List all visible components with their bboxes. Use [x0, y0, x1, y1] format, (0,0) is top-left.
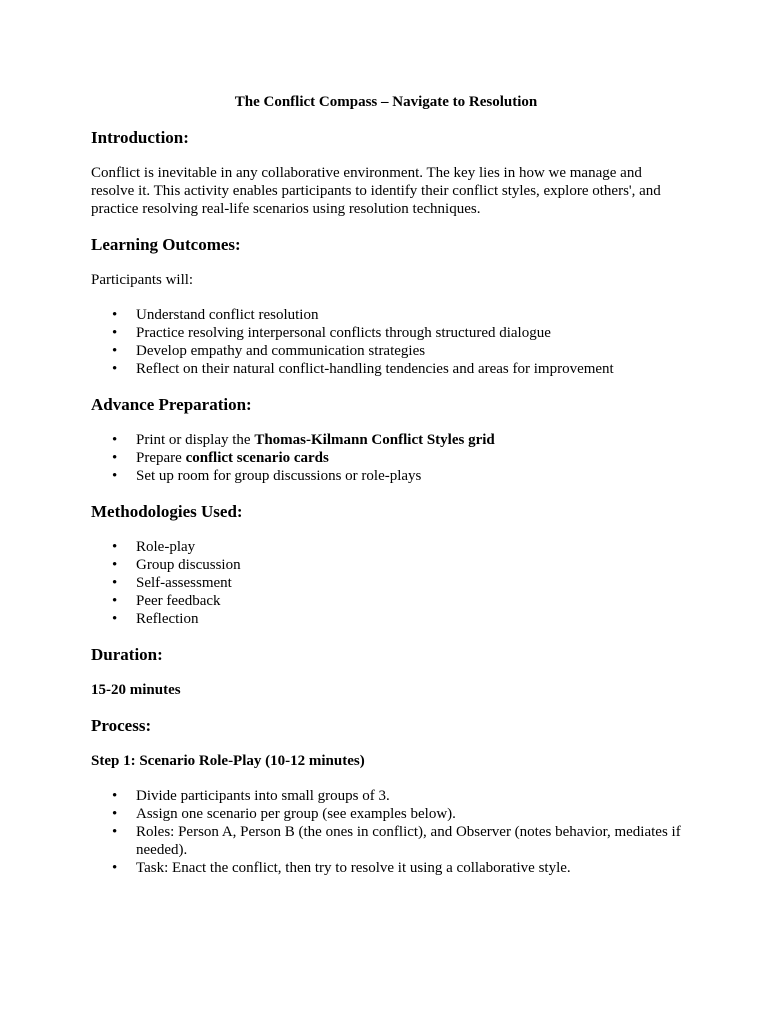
list-item — [91, 449, 681, 467]
advance-preparation-list — [91, 431, 681, 485]
process-heading: Process: — [91, 716, 152, 735]
methodologies-heading: Methodologies Used: — [91, 502, 243, 521]
list-item — [91, 306, 681, 324]
bullet-icon: • — [112, 343, 118, 359]
list-item — [91, 342, 681, 360]
list-item-bold-text: Thomas-Kilmann Conflict Styles grid — [254, 432, 495, 448]
list-item — [91, 431, 681, 449]
list-item — [91, 787, 681, 805]
learning-outcomes-heading: Learning Outcomes: — [91, 235, 241, 254]
bullet-icon: • — [112, 593, 118, 609]
list-item — [91, 556, 681, 574]
document-page — [91, 93, 681, 894]
document-title: The Conflict Compass – Navigate to Resolution — [234, 94, 538, 110]
list-item — [91, 823, 681, 859]
list-item — [91, 324, 681, 342]
list-item — [91, 610, 681, 628]
list-item — [91, 360, 681, 378]
list-item-text: Group discussion — [136, 557, 241, 573]
list-item — [91, 592, 681, 610]
list-item — [91, 574, 681, 592]
duration-heading: Duration: — [91, 645, 163, 664]
bullet-icon: • — [112, 468, 118, 484]
bullet-icon: • — [112, 860, 118, 876]
list-item-text: Divide participants into small groups of 3. — [136, 788, 390, 804]
list-item-text: Reflection — [136, 611, 199, 627]
bullet-icon: • — [112, 611, 118, 627]
bullet-icon: • — [112, 325, 118, 341]
list-item-text: Set up room for group discussions or role-plays — [136, 468, 422, 484]
list-item — [91, 805, 681, 823]
list-item — [91, 859, 681, 877]
bullet-icon: • — [112, 450, 118, 466]
methodologies-list — [91, 538, 681, 628]
learning-outcomes-list — [91, 306, 681, 378]
bullet-icon: • — [112, 788, 118, 804]
introduction-heading: Introduction: — [91, 128, 189, 147]
list-item-text: Assign one scenario per group (see examples below). — [136, 806, 456, 822]
duration-value: 15-20 minutes — [91, 682, 181, 698]
list-item-text: Prepare — [136, 450, 186, 466]
list-item-bold-text: conflict scenario cards — [185, 450, 329, 466]
list-item — [91, 538, 681, 556]
bullet-icon: • — [112, 557, 118, 573]
bullet-icon: • — [112, 806, 118, 822]
list-item-text: Print or display the — [136, 432, 255, 448]
list-item-text: Task: Enact the conflict, then try to resolve it using a collaborative style. — [136, 860, 571, 876]
introduction-text: Conflict is inevitable in any collaborative environment. The key lies in how we manage and resolve it. This activity enables participants to identify their conflict styles, explore others', and practice resolving real-life scenarios using resolution techniques. — [91, 165, 661, 217]
step-1-list — [91, 787, 681, 877]
bullet-icon: • — [112, 361, 118, 377]
learning-outcomes-lead: Participants will: — [91, 272, 194, 288]
list-item — [91, 467, 681, 485]
list-item-text: Understand conflict resolution — [136, 307, 319, 323]
step-1-title: Step 1: Scenario Role-Play (10-12 minutes) — [91, 753, 365, 769]
bullet-icon: • — [112, 575, 118, 591]
bullet-icon: • — [112, 432, 118, 448]
list-item-text: Self-assessment — [136, 575, 232, 591]
list-item-text: Practice resolving interpersonal conflicts through structured dialogue — [136, 325, 551, 341]
list-item-text: Role-play — [136, 539, 196, 555]
bullet-icon: • — [112, 539, 118, 555]
list-item-text: Reflect on their natural conflict-handling tendencies and areas for improvement — [136, 361, 614, 377]
advance-preparation-heading: Advance Preparation: — [91, 395, 252, 414]
list-item-text: Develop empathy and communication strategies — [136, 343, 426, 359]
bullet-icon: • — [112, 307, 118, 323]
list-item-text: Peer feedback — [136, 593, 221, 609]
bullet-icon: • — [112, 824, 118, 840]
list-item-text: Roles: Person A, Person B (the ones in conflict), and Observer (notes behavior, mediates if needed). — [136, 824, 681, 858]
